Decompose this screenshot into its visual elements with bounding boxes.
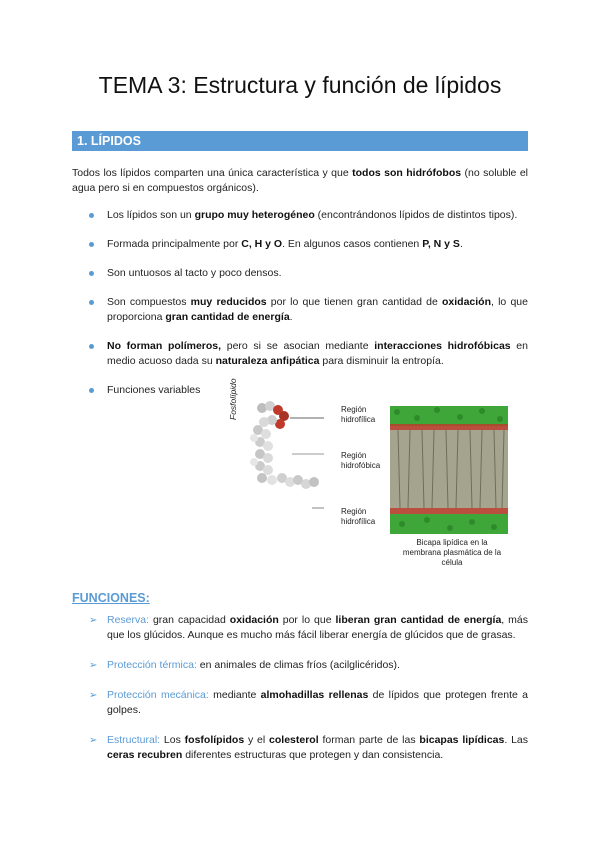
figure-caption: Bicapa lipídica en la membrana plasmática de la célula [402, 538, 502, 567]
region-label-hydrophilic-top: Región hidrofílica [341, 405, 376, 424]
arrow-bullet-icon: ➢ [89, 660, 98, 671]
arrow-bullet-icon: ➢ [89, 690, 98, 701]
list-item: Son untuosos al tacto y poco densos. [72, 266, 528, 281]
phospholipid-molecule-illustration [250, 401, 319, 489]
phospholipid-label: Fosfolípido [228, 378, 238, 420]
region-label-hydrophobic: Región hidrofóbica [341, 451, 381, 470]
arrow-bullet-icon: ➢ [89, 735, 98, 746]
list-item: ➢ Reserva: gran capacidad oxidación por lo que liberan gran cantidad de energía, más que los glúcidos. Aunque es mucho más fácil liberar energía de glúcidos que de grasas. [89, 614, 529, 641]
bullet-dot-icon [89, 271, 94, 276]
bullet-dot-icon [89, 242, 94, 247]
bullet-dot-icon [89, 213, 94, 218]
properties-list [72, 208, 528, 412]
list-item: Funciones variables [72, 383, 528, 398]
list-item: ➢ Protección térmica: en animales de climas fríos (acilglicéridos). [89, 659, 400, 671]
list-item: Son compuestos muy reducidos por lo que tienen gran cantidad de oxidación, lo que proporciona gran cantidad de energía. [72, 295, 528, 325]
funciones-list [72, 613, 528, 778]
list-item: No forman polímeros, pero si se asocian mediante interacciones hidrofóbicas en medio acuoso dada su naturaleza anfipática para disminuir la entropía. [72, 339, 528, 369]
list-item: Formada principalmente por C, H y O. En algunos casos contienen P, N y S. [72, 237, 528, 252]
intro-paragraph: Todos los lípidos comparten una única característica y que todos son hidrófobos (no soluble el agua pero si en compuestos orgánicos). [72, 167, 529, 194]
list-item: ➢ Protección mecánica: mediante almohadillas rellenas de lípidos que protegen frente a golpes. [89, 689, 529, 716]
region-label-hydrophilic-bottom: Región hidrofílica [341, 507, 376, 526]
list-item: Los lípidos son un grupo muy heterogéneo (encontrándonos lípidos de distintos tipos). [72, 208, 528, 223]
list-item: ➢ Estructural: Los fosfolípidos y el colesterol forman parte de las bicapas lipídicas. Las ceras recubren diferentes estructuras que protegen y dan consistencia. [89, 734, 528, 761]
bullet-dot-icon [89, 344, 94, 349]
arrow-bullet-icon: ➢ [89, 615, 98, 626]
funciones-heading: FUNCIONES: [72, 591, 150, 605]
bullet-dot-icon [89, 300, 94, 305]
section-header-lipidos: 1. LÍPIDOS [72, 131, 528, 151]
lipid-bilayer-illustration [390, 406, 508, 534]
page-title: TEMA 3: Estructura y función de lípidos [98, 72, 502, 98]
bullet-dot-icon [89, 388, 94, 393]
